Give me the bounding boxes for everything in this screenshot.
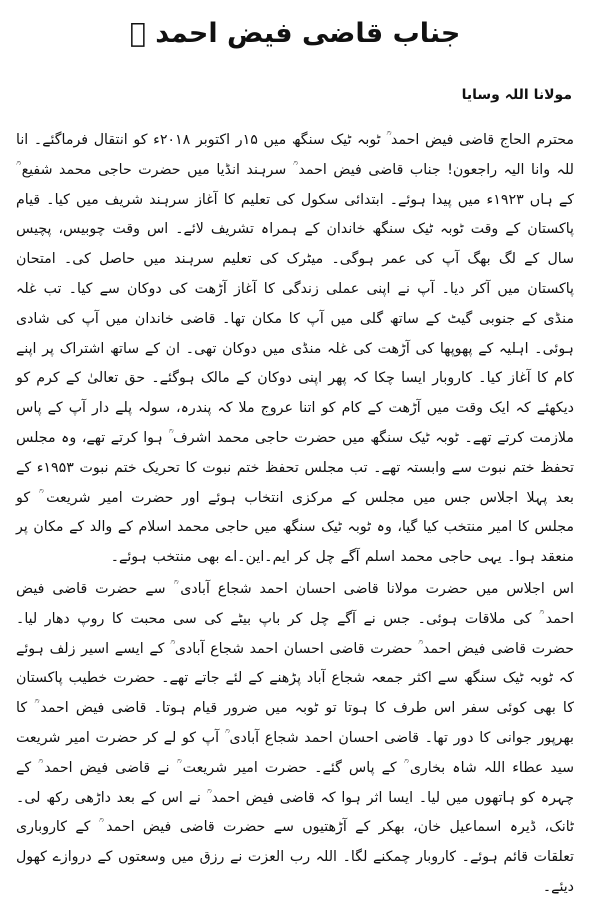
- article-paragraph-1: محترم الحاج قاضی فیض احمد ؒ ٹوبہ ٹیک سنگھ میں ۱۵ر اکتوبر ۲۰۱۸ء کو انتقال فرماگئے۔ انا للہ وانا الیہ راجعون! جناب قاضی فیض احمد ؒ سرہند انڈیا میں حضرت حاجی محمد شفیع ؒ کے ہاں ۱۹۲۳ء میں پیدا ہوئے۔ ابتدائی سکول کی تعلیم کا آغاز سرہند شریف میں کیا۔ قیام پاکستان کے وقت ٹوبہ ٹیک سنگھ خاندان کے ہمراہ تشریف لائے۔ اس وقت چوبیس، پچیس سال کے لگ بھگ آپ کی عمر ہوگی۔ میٹرک کی تعلیم سرہند میں حاصل کی۔ امتحان پاکستان میں آکر دیا۔ آپ نے اپنی عملی زندگی کا آغاز آڑھت کی دوکان سے کیا۔ تب غلہ منڈی کے جنوبی گیٹ کے ساتھ گلی میں آپ کا مکان تھا۔ قاضی خاندان میں آپ کی شادی ہوئی۔ اہلیہ کے پھوپھا کی آڑھت کی غلہ منڈی میں دوکان تھی۔ ان کے ساتھ اشتراک پر اپنے کام کا آغاز کیا۔ کاروبار ایسا چکا کہ پھر اپنی دوکان کے مالک ہوگئے۔ حق تعالیٰ کے کرم کو دیکھئے کہ ایک وقت میں آڑھت کے کام کو اتنا عروج ملا کہ پندرہ، سولہ پلے دار آپ کے پاس ملازمت کرتے تھے۔ ٹوبہ ٹیک سنگھ میں حضرت حاجی محمد اشرف ؒ ہوا کرتے تھے، وہ مجلس تحفظ ختم نبوت سے وابستہ تھے۔ تب مجلس تحفظ ختم نبوت کا تحریک ختم نبوت ۱۹۵۳ء کے بعد پہلا اجلاس جس میں مجلس کے مرکزی انتخاب ہوئے اور حضرت امیر شریعت ؒ کو مجلس کا امیر منتخب کیا گیا، وہ ٹوبہ ٹیک سنگھ میں حاجی محمد اسلام کے والد کے مکان پر منعقد ہوا۔ یہی حاجی محمد اسلم آگے چل کر ایم۔این۔اے بھی منتخب ہوئے۔: [16, 132, 574, 566]
- article-title: جناب قاضی فیض احمد ﷫: [129, 18, 461, 49]
- article-paragraph-2: اس اجلاس میں حضرت مولانا قاضی احسان احمد شجاع آبادی ؒ سے حضرت قاضی فیض احمد ؒ کی ملاقات ہوئی۔ جس نے آگے چل کر باپ بیٹے کی سی محبت کا روپ دھار لیا۔ حضرت قاضی فیض احمد ؒ حضرت قاضی احسان احمد شجاع آبادی ؒ کے ایسے اسیر زلف ہوئے کہ ٹوبہ ٹیک سنگھ سے اکثر جمعہ شجاع آباد پڑھنے کے لئے جاتے تھے۔ حضرت خطیب پاکستان کا بھی کوئی سفر اس طرف کا ہوتا تو ٹوبہ میں ضرور قیام ہوتا۔ قاضی فیض احمد ؒ کا بھرپور جوانی کا دور تھا۔ قاضی احسان احمد شجاع آبادی ؒ آپ کو لے کر حضرت امیر شریعت سید عطاء اللہ شاہ بخاری ؒ کے پاس گئے۔ حضرت امیر شریعت ؒ نے قاضی فیض احمد ؒ کے چہرہ کو ہاتھوں میں لیا۔ ایسا اثر ہوا کہ قاضی فیض احمد ؒ نے اس کے بعد داڑھی رکھ لی۔ ٹانک، ڈیرہ اسماعیل خان، بھکر کے آڑھتیوں سے حضرت قاضی فیض احمد ؒ کے کاروباری تعلقات قائم ہوئے۔ کاروبار چمکنے لگا۔ اللہ رب العزت نے رزق میں وسعتوں کے دروازے کھول دیئے۔: [16, 580, 574, 895]
- article-author: مولانا اللہ وسایا: [461, 87, 572, 103]
